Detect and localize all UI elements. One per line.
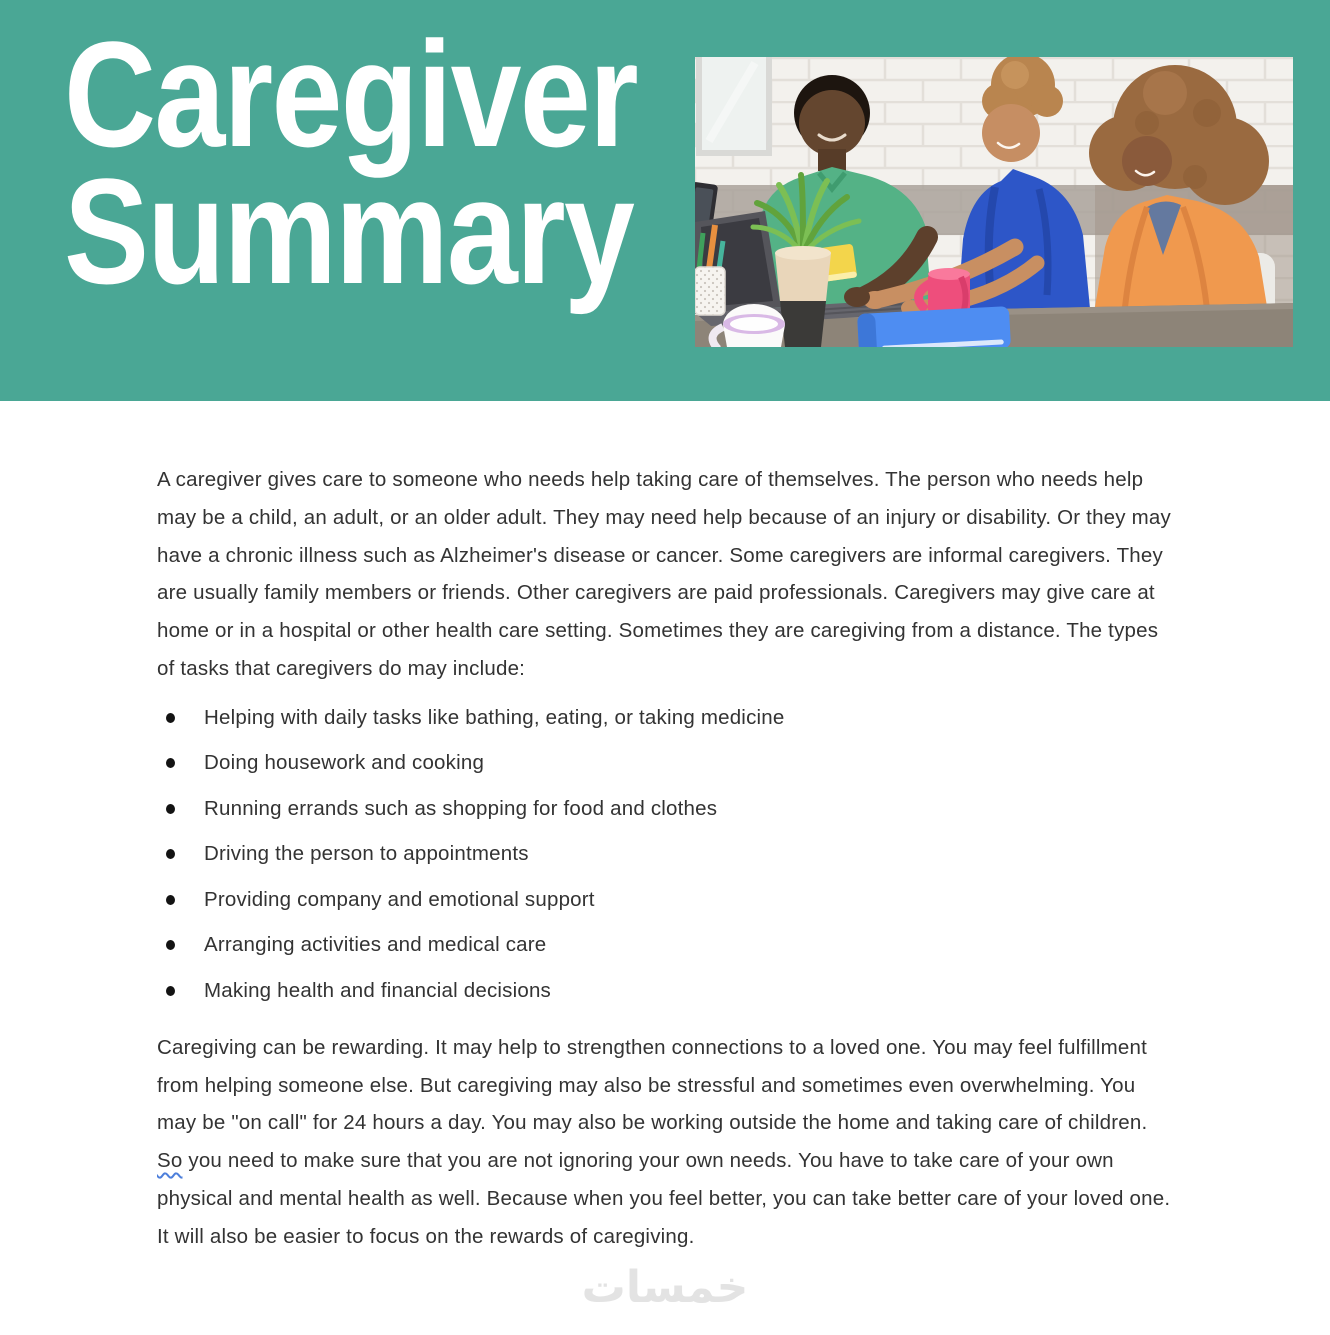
list-item-text: Running errands such as shopping for food and clothes [204, 796, 718, 820]
header-band [0, 0, 1330, 401]
bullet-icon [166, 849, 175, 859]
title-line-1: Caregiver [64, 10, 637, 178]
bullet-icon [166, 804, 175, 814]
intro-paragraph: A caregiver gives care to someone who needs help taking care of themselves. The person who needs help may be a child, an adult, or an older adult. They may need help because of an injury or disability. Or they may have a chronic illness such as Alzheimer's disease or cancer. Some caregivers are informal caregivers. They are usually family members or friends. Other caregivers are paid professionals. Caregivers may give care at home or in a hospital or other health care setting. Sometimes they are caregiving from a distance. The types of tasks that caregivers do may include: [157, 468, 1171, 680]
page-title [64, 10, 637, 315]
bullet-icon [166, 940, 175, 950]
list-item-text: Driving the person to appointments [204, 842, 529, 866]
closing-paragraph [157, 1029, 1177, 1256]
spellcheck-flagged-word: So [157, 1149, 183, 1173]
list-item [157, 888, 1177, 912]
list-item [157, 842, 1177, 866]
bullet-icon [166, 713, 175, 723]
khamsat-watermark: خمسات [581, 1262, 749, 1313]
list-item-text: Doing housework and cooking [204, 751, 485, 775]
list-item [157, 706, 1177, 730]
list-item [157, 751, 1177, 775]
closing-paragraph-part1: Caregiving can be rewarding. It may help to strengthen connections to a loved one. You may feel fulfillment from helping someone else. But caregiving may also be stressful and sometimes even overwhelming. You may be "on call" for 24 hours a day. You may also be working outside the home and taking care of children. [157, 1035, 1148, 1135]
list-item [157, 797, 1177, 821]
document-body [157, 461, 1177, 1256]
title-line-2: Summary [64, 147, 634, 315]
header-photo [695, 57, 1293, 347]
photo-illustration [695, 57, 1293, 347]
list-item-text: Arranging activities and medical care [204, 933, 547, 957]
list-item [157, 979, 1177, 1003]
caregiver-tasks-list [157, 706, 1177, 1003]
list-item-text: Making health and financial decisions [204, 978, 552, 1002]
bullet-icon [166, 986, 175, 996]
list-item-text: Providing company and emotional support [204, 887, 595, 911]
closing-paragraph-part2: you need to make sure that you are not ignoring your own needs. You have to take care of your own physical and mental health as well. Because when you feel better, you can take better care of your loved one. It will also be easier to focus on the rewards of caregiving. [157, 1149, 1171, 1248]
bullet-icon [166, 758, 175, 768]
window-frame [699, 57, 769, 153]
list-item-text: Helping with daily tasks like bathing, eating, or taking medicine [204, 705, 785, 729]
list-item [157, 933, 1177, 957]
bullet-icon [166, 895, 175, 905]
